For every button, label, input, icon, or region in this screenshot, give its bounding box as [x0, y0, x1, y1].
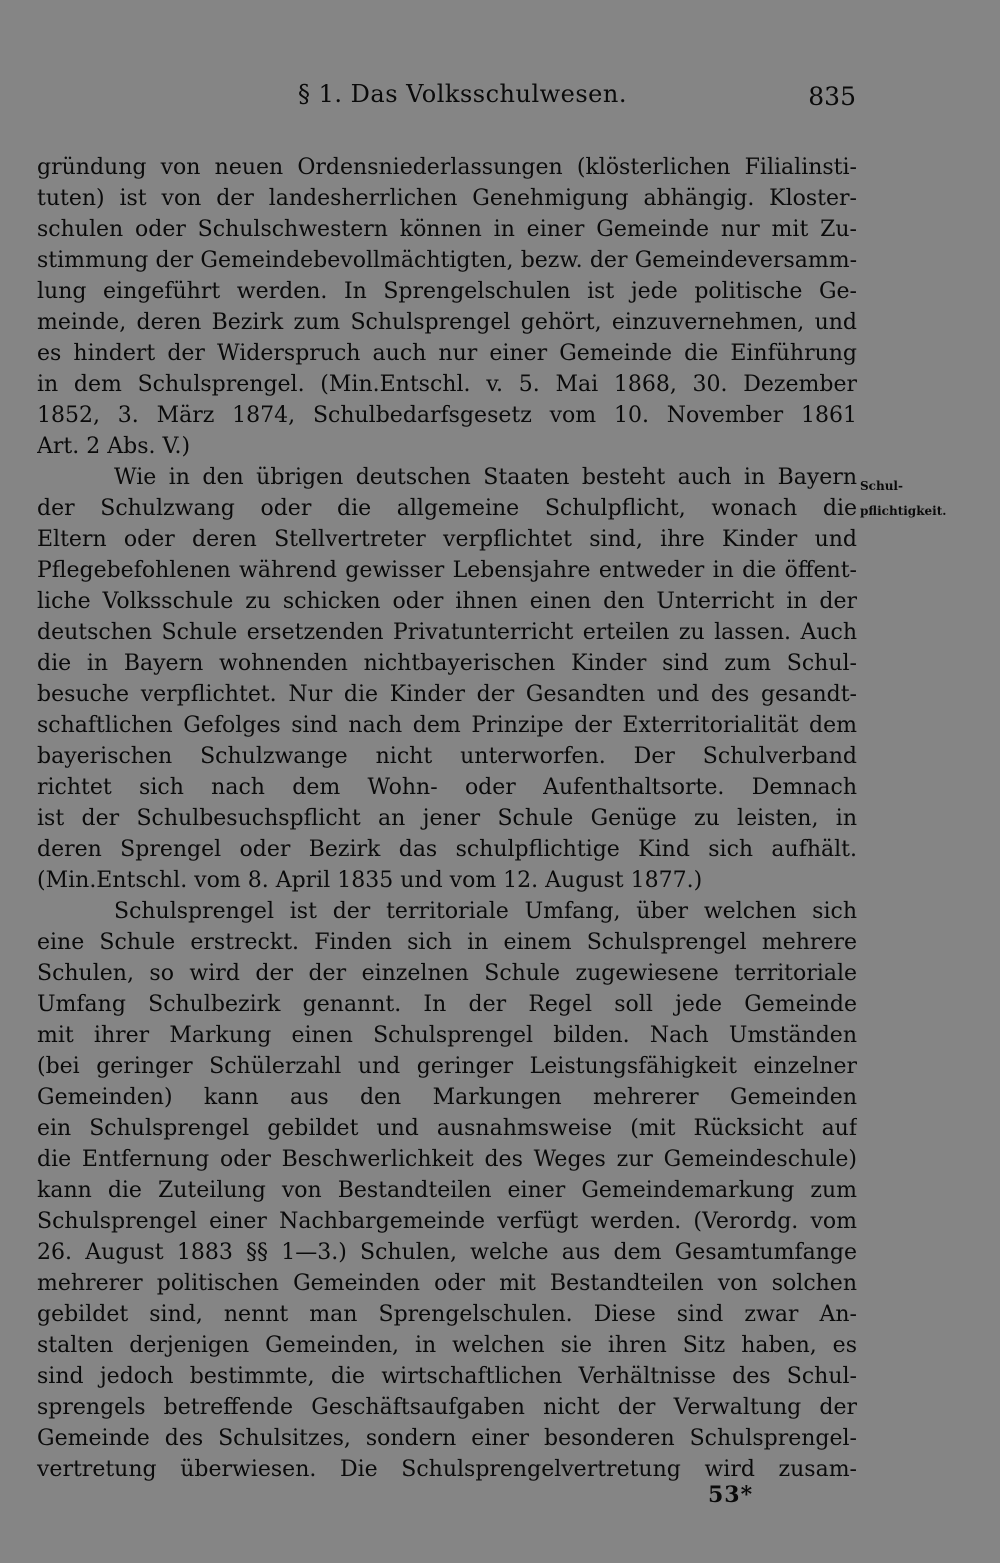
- section-title: § 1. Das Volksschulwesen.: [298, 80, 627, 108]
- paragraph-2: [37, 462, 857, 896]
- text-line: die Entfernung oder Beschwerlichkeit des Weges zur Gemeindeschule): [37, 1147, 857, 1172]
- text-line: (bei geringer Schülerzahl und geringer Leistungsfähigkeit einzelner: [37, 1054, 857, 1079]
- running-head: [0, 80, 1000, 120]
- text-line: ist der Schulbesuchspflicht an jener Schule Genüge zu leisten, in: [37, 806, 857, 831]
- text-line: Art. 2 Abs. V.): [37, 434, 191, 459]
- printer-signature: 53*: [708, 1482, 754, 1508]
- text-line: Gemeinden) kann aus den Markungen mehrerer Gemeinden: [37, 1085, 857, 1110]
- text-line: Schulsprengel einer Nachbargemeinde verfügt werden. (Verordg. vom: [37, 1209, 857, 1234]
- text-line: Pflegebefohlenen während gewisser Lebensjahre entweder in die öffent-: [37, 558, 857, 583]
- text-line: liche Volksschule zu schicken oder ihnen einen den Unterricht in der: [37, 589, 857, 614]
- margin-note-line: Schul-: [860, 479, 903, 493]
- text-line: vertretung überwiesen. Die Schulsprengelvertretung wird zusam-: [37, 1457, 857, 1482]
- text-line: ein Schulsprengel gebildet und ausnahmsweise (mit Rücksicht auf: [37, 1116, 857, 1141]
- text-line: Gemeinde des Schulsitzes, sondern einer besonderen Schulsprengel-: [37, 1426, 857, 1451]
- body-text: [37, 152, 857, 1485]
- text-line: mit ihrer Markung einen Schulsprengel bilden. Nach Umständen: [37, 1023, 857, 1048]
- paragraph-1: [37, 152, 857, 462]
- text-line: deren Sprengel oder Bezirk das schulpflichtige Kind sich aufhält.: [37, 837, 857, 862]
- text-line: stimmung der Gemeindebevollmächtigten, bezw. der Gemeindeversamm-: [37, 248, 857, 273]
- text-line: richtet sich nach dem Wohn- oder Aufenthaltsorte. Demnach: [37, 775, 857, 800]
- text-line: mehrerer politischen Gemeinden oder mit Bestandteilen von solchen: [37, 1271, 857, 1296]
- text-line: tuten) ist von der landesherrlichen Genehmigung abhängig. Kloster-: [37, 186, 857, 211]
- text-line: sprengels betreffende Geschäftsaufgaben nicht der Verwaltung der: [37, 1395, 857, 1420]
- text-line: schaftlichen Gefolges sind nach dem Prinzipe der Exterritorialität dem: [37, 713, 857, 738]
- margin-note-line: pflichtigkeit.: [860, 504, 947, 518]
- text-line: Schulsprengel ist der territoriale Umfang, über welchen sich: [114, 899, 857, 924]
- text-line: die in Bayern wohnenden nichtbayerischen Kinder sind zum Schul-: [37, 651, 857, 676]
- text-line: es hindert der Widerspruch auch nur einer Gemeinde die Einführung: [37, 341, 857, 366]
- page-number: 835: [808, 82, 856, 111]
- text-line: eine Schule erstreckt. Finden sich in einem Schulsprengel mehrere: [37, 930, 857, 955]
- text-line: schulen oder Schulschwestern können in einer Gemeinde nur mit Zu-: [37, 217, 857, 242]
- text-line: lung eingeführt werden. In Sprengelschulen ist jede politische Ge-: [37, 279, 857, 304]
- text-line: besuche verpflichtet. Nur die Kinder der Gesandten und des gesandt-: [37, 682, 857, 707]
- text-line: deutschen Schule ersetzenden Privatunterricht erteilen zu lassen. Auch: [37, 620, 857, 645]
- text-line: 26. August 1883 §§ 1—3.) Schulen, welche aus dem Gesamtumfange: [37, 1240, 857, 1265]
- margin-note: [860, 474, 965, 524]
- text-line: gründung von neuen Ordensniederlassungen (klösterlichen Filialinsti-: [37, 155, 857, 180]
- text-line: gebildet sind, nennt man Sprengelschulen. Diese sind zwar An-: [37, 1302, 857, 1327]
- text-line: 1852, 3. März 1874, Schulbedarfsgesetz vom 10. November 1861: [37, 403, 857, 428]
- text-line: in dem Schulsprengel. (Min.Entschl. v. 5. Mai 1868, 30. Dezember: [37, 372, 857, 397]
- text-line: der Schulzwang oder die allgemeine Schulpflicht, wonach die: [37, 496, 857, 521]
- text-line: Wie in den übrigen deutschen Staaten besteht auch in Bayern: [114, 465, 857, 490]
- text-line: Schulen, so wird der der einzelnen Schule zugewiesene territoriale: [37, 961, 857, 986]
- text-line: meinde, deren Bezirk zum Schulsprengel gehört, einzuvernehmen, und: [37, 310, 857, 335]
- paragraph-3: [37, 896, 857, 1485]
- text-line: Umfang Schulbezirk genannt. In der Regel soll jede Gemeinde: [37, 992, 857, 1017]
- text-line: (Min.Entschl. vom 8. April 1835 und vom 12. August 1877.): [37, 868, 703, 893]
- text-line: stalten derjenigen Gemeinden, in welchen sie ihren Sitz haben, es: [37, 1333, 857, 1358]
- text-line: Eltern oder deren Stellvertreter verpflichtet sind, ihre Kinder und: [37, 527, 857, 552]
- text-line: kann die Zuteilung von Bestandteilen einer Gemeindemarkung zum: [37, 1178, 857, 1203]
- text-line: bayerischen Schulzwange nicht unterworfen. Der Schulverband: [37, 744, 857, 769]
- text-line: sind jedoch bestimmte, die wirtschaftlichen Verhältnisse des Schul-: [37, 1364, 857, 1389]
